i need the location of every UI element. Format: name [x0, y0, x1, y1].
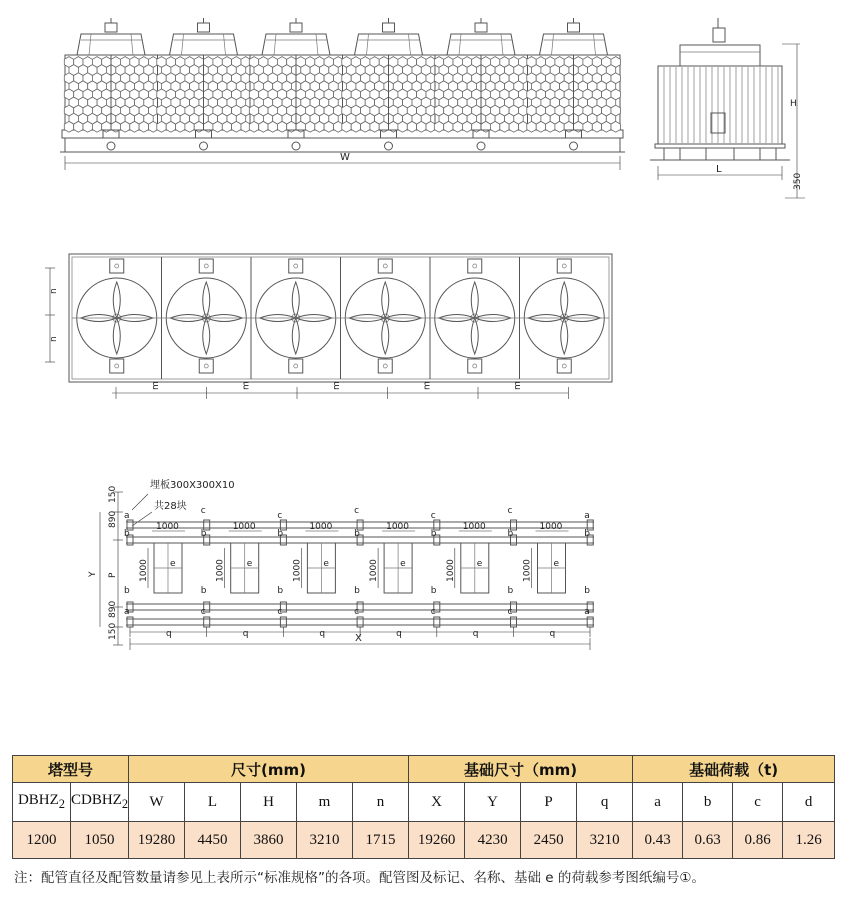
foundation-plan-view [88, 478, 594, 650]
l-label: L [716, 164, 722, 175]
front-elevation-view [60, 18, 625, 152]
e-label: e [553, 559, 560, 569]
m-label: m [151, 381, 161, 390]
header-c: c [733, 783, 783, 822]
row-label: c [354, 506, 360, 516]
e-label: e [476, 559, 483, 569]
dim-1000-label: 1000 [232, 522, 256, 532]
group-header-dimensions: 尺寸(mm) [129, 756, 409, 783]
fan-cell-elevation [157, 18, 251, 150]
value-cell: 3210 [297, 822, 353, 859]
value-cell: 0.86 [733, 822, 783, 859]
header-dbhz: $DBHZ_2$ [13, 783, 71, 822]
foundation-bay [283, 522, 360, 639]
header-y: Y [465, 783, 521, 822]
elevation-w-dimension [65, 152, 620, 170]
dim-1000-label: 1000 [215, 559, 226, 582]
value-cell: 1715 [353, 822, 409, 859]
header-d: d [783, 783, 835, 822]
value-cell: 2450 [521, 822, 577, 859]
row-label: c [354, 607, 360, 617]
value-cell: 0.63 [683, 822, 733, 859]
q-label: q [166, 629, 172, 639]
dim-1000-label: 1000 [522, 559, 533, 582]
row-label: b [277, 529, 284, 539]
e-label: e [323, 559, 329, 569]
group-header-model: 塔型号 [13, 756, 129, 783]
foundation-bay [130, 522, 207, 639]
dim-1000-label: 1000 [292, 559, 303, 582]
fan-cell-plan [72, 259, 162, 373]
foundation-left-dim-label: 890 [108, 600, 118, 618]
fan-cell-elevation [342, 18, 436, 150]
value-cell: 19280 [129, 822, 185, 859]
plan-view [45, 254, 612, 399]
q-label: q [396, 629, 402, 639]
embedded-plate-label: 埋板300X300X10 [150, 480, 235, 491]
dim-1000-label: 1000 [156, 522, 179, 532]
row-label: a [124, 511, 130, 521]
fan-cell-plan [162, 257, 252, 379]
w-label: W [340, 152, 350, 163]
group-header-foundation-load: 基础荷载（t) [633, 756, 835, 783]
n-label-1: n [49, 288, 59, 294]
dim-1000-label: 1000 [386, 522, 410, 532]
foundation-bay [437, 522, 514, 639]
row-label: b [430, 529, 437, 539]
dim-1000-label: 1000 [462, 522, 486, 532]
header-b: b [683, 783, 733, 822]
row-label: c [430, 607, 436, 617]
fan-cell-elevation [64, 18, 158, 150]
row-label: a [124, 607, 130, 617]
row-label: c [277, 607, 283, 617]
side-elevation-view [650, 18, 805, 198]
header-p: P [521, 783, 577, 822]
dim-1000-label: 1000 [539, 522, 563, 532]
e-label: e [246, 559, 253, 569]
h-label: H [790, 99, 797, 109]
header-q: q [577, 783, 633, 822]
value-cell: 3860 [241, 822, 297, 859]
fan-cell-elevation [527, 18, 621, 150]
fan-cell-elevation [434, 18, 528, 150]
dim-1000-label: 1000 [369, 559, 380, 582]
m-label: m [241, 381, 252, 390]
fan-cell-elevation [249, 18, 343, 150]
header-l: L [185, 783, 241, 822]
row-label: b [200, 586, 207, 596]
row-label: a [584, 511, 590, 521]
row-label: b [354, 586, 360, 596]
value-cell: 0.43 [633, 822, 683, 859]
foundation-left-dim-label: 150 [108, 485, 118, 503]
row-label: c [277, 511, 283, 521]
q-label: q [472, 629, 479, 639]
header-cdbhz: $CDBHZ_2$ [71, 783, 129, 822]
foundation-left-dim-label: Y [88, 571, 98, 577]
row-label: b [507, 586, 514, 596]
row-label: c [507, 506, 513, 516]
header-n: n [353, 783, 409, 822]
row-label: b [124, 529, 130, 539]
row-label: b [507, 529, 514, 539]
base-350-label: 350 [793, 172, 803, 190]
e-label: e [400, 559, 406, 569]
value-cell: 1050 [71, 822, 129, 859]
row-label: b [584, 586, 590, 596]
spec-table [12, 755, 835, 859]
foundation-left-dim-label: 890 [108, 510, 118, 528]
e-label: e [170, 559, 176, 569]
q-label: q [319, 629, 326, 639]
value-cell: 4230 [465, 822, 521, 859]
value-cell: 1200 [13, 822, 71, 859]
fan-cell-plan [341, 257, 431, 379]
group-header-foundation-size: 基础尺寸（mm) [409, 756, 633, 783]
row-label: b [354, 529, 360, 539]
m-label: m [513, 381, 523, 390]
foundation-bay [207, 522, 284, 639]
header-a: a [633, 783, 683, 822]
row-label: c [430, 511, 436, 521]
dim-1000-label: 1000 [139, 559, 149, 582]
q-label: q [549, 629, 556, 639]
plate-count-label: 共28块 [154, 501, 187, 512]
foundation-bay [514, 522, 591, 639]
dim-1000-label: 1000 [309, 522, 333, 532]
dim-1000-label: 1000 [445, 559, 456, 582]
row-label: c [507, 607, 513, 617]
row-label: c [200, 506, 206, 516]
value-cell: 19260 [409, 822, 465, 859]
header-h: H [241, 783, 297, 822]
header-x: X [409, 783, 465, 822]
fan-cell-plan [520, 257, 610, 379]
header-w: W [129, 783, 185, 822]
value-cell: 4450 [185, 822, 241, 859]
foundation-bay [360, 522, 437, 639]
row-label: b [584, 529, 590, 539]
row-label: b [200, 529, 207, 539]
header-m: m [297, 783, 353, 822]
value-cell: 3210 [577, 822, 633, 859]
value-cell: 1.26 [783, 822, 835, 859]
fan-cell-plan [430, 257, 520, 379]
row-label: b [124, 586, 130, 596]
row-label: b [277, 586, 284, 596]
x-label: X [355, 633, 362, 644]
q-label: q [242, 629, 249, 639]
m-label: m [332, 381, 342, 390]
footnote: 注：配管直径及配管数量请参见上表所示“标准规格”的各项。配管图及标记、名称、基础 e 的荷载参考图纸编号①。 [14, 870, 705, 886]
foundation-left-dim-label: 150 [108, 622, 118, 640]
fan-cell-plan [251, 257, 341, 379]
n-label-2: n [49, 336, 59, 342]
row-label: b [430, 586, 437, 596]
row-label: a [584, 607, 590, 617]
foundation-left-dim-label: P [108, 572, 118, 578]
m-label: m [422, 381, 433, 390]
row-label: c [200, 607, 206, 617]
